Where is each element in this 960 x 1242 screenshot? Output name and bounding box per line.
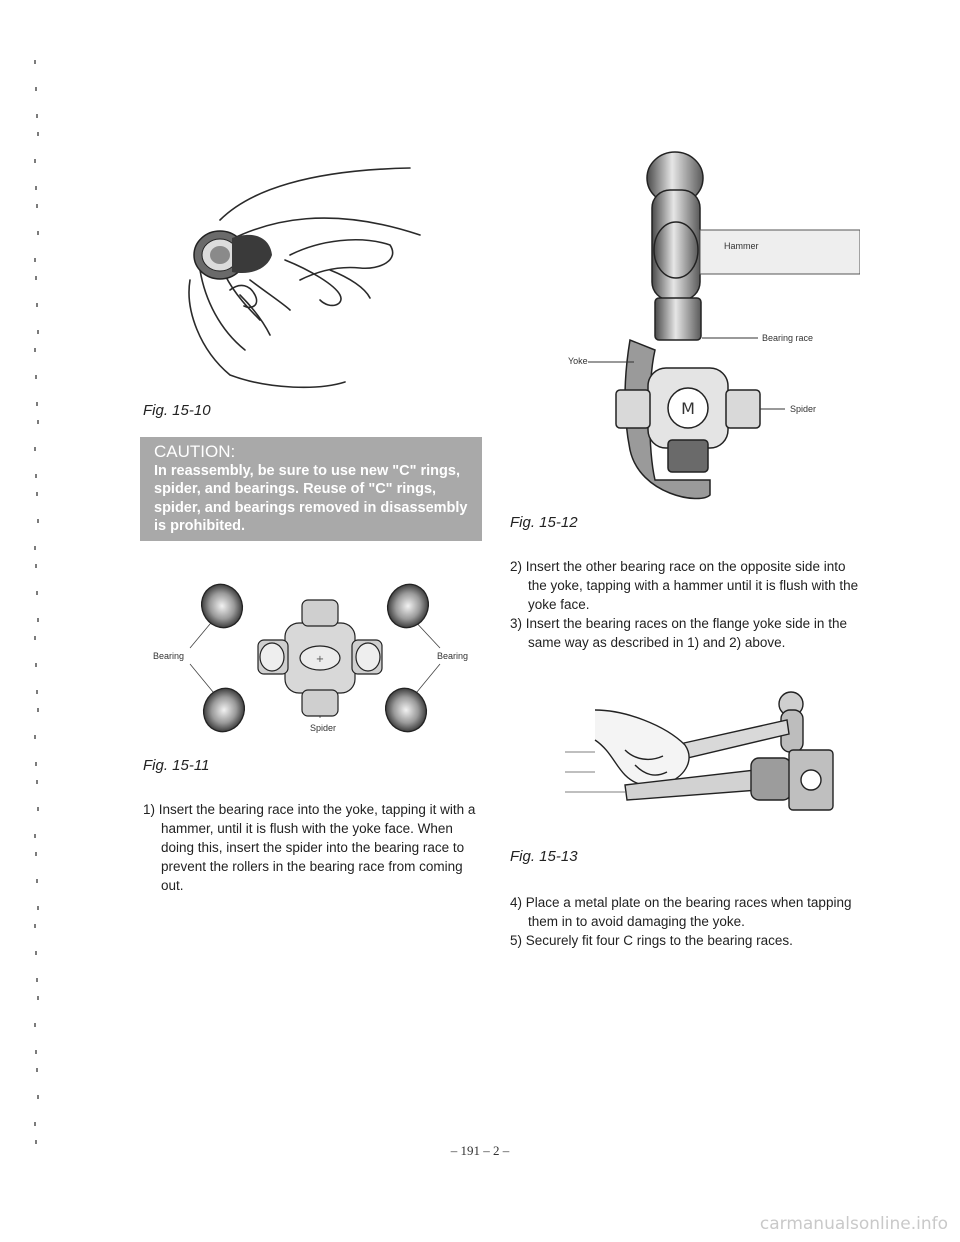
margin-tick xyxy=(37,618,39,622)
step-3: 3) Insert the bearing races on the flange yoke side in the same way as described in 1) and 2) above. xyxy=(510,616,847,650)
step-4: 4) Place a metal plate on the bearing races when tapping them in to avoid damaging the yoke. xyxy=(510,895,852,929)
margin-tick xyxy=(35,663,37,667)
spider-mark: M xyxy=(681,399,695,418)
margin-tick xyxy=(36,303,38,307)
margin-tick xyxy=(34,834,36,838)
margin-tick xyxy=(37,807,39,811)
margin-tick xyxy=(34,348,36,352)
margin-tick xyxy=(34,1023,36,1027)
margin-tick xyxy=(36,1068,38,1072)
caution-box xyxy=(140,437,482,541)
steps-right-top xyxy=(510,557,860,652)
caution-line-1: In reassembly, be sure to use new "C" rings, xyxy=(154,462,460,479)
margin-tick xyxy=(34,159,36,163)
fig-15-11-label-spider: Spider xyxy=(310,723,337,733)
fig-15-13-illustration xyxy=(555,690,855,820)
fig-15-12-label-yoke: Yoke xyxy=(568,356,588,366)
margin-tick xyxy=(35,951,37,955)
margin-tick xyxy=(34,636,36,640)
fig-15-12-label-hammer: Hammer xyxy=(724,241,759,251)
margin-tick xyxy=(34,735,36,739)
caution-heading: CAUTION: xyxy=(154,442,236,461)
margin-tick xyxy=(36,114,38,118)
margin-tick xyxy=(37,1095,39,1099)
margin-tick xyxy=(37,330,39,334)
margin-tick xyxy=(35,474,37,478)
margin-tick xyxy=(36,978,38,982)
margin-tick xyxy=(34,447,36,451)
margin-tick xyxy=(36,402,38,406)
margin-tick xyxy=(34,924,36,928)
margin-tick xyxy=(34,258,36,262)
fig-15-12-label-bearing-race: Bearing race xyxy=(762,333,814,343)
margin-tick xyxy=(36,492,38,496)
caution-line-4: is prohibited. xyxy=(154,518,246,534)
step-5: 5) Securely fit four C rings to the bearing races. xyxy=(510,933,793,948)
fig-15-12-label-spider: Spider xyxy=(790,404,817,414)
margin-tick xyxy=(37,906,39,910)
margin-tick xyxy=(35,375,37,379)
caution-line-2: spider, and bearings. Reuse of "C" rings, xyxy=(154,481,437,497)
margin-tick xyxy=(37,996,39,1000)
step-1: 1) Insert the bearing race into the yoke, tapping it with a hammer, until it is flush with the yoke face. When doing this, insert the spider into the bearing race to prevent the rollers in the bearing race from coming out. xyxy=(143,802,476,893)
margin-tick xyxy=(36,591,38,595)
margin-tick xyxy=(36,879,38,883)
site-watermark: carmanualsonline.info xyxy=(759,1214,948,1234)
margin-tick xyxy=(34,546,36,550)
steps-right-bottom xyxy=(510,893,870,950)
margin-tick xyxy=(37,519,39,523)
margin-tick xyxy=(35,1050,37,1054)
binding-margin-marks xyxy=(30,60,44,1190)
margin-tick xyxy=(37,708,39,712)
step-2: 2) Insert the other bearing race on the opposite side into the yoke, tapping with a hammer until it is flush with the yoke face. xyxy=(510,559,859,612)
page-number: – 191 – 2 – xyxy=(450,1143,510,1158)
caution-line-3: spider, and bearings removed in disassembly xyxy=(154,499,468,516)
fig-15-12-illustration xyxy=(560,150,860,515)
fig-15-11-label-bearing-left: Bearing xyxy=(153,651,185,661)
margin-tick xyxy=(36,690,38,694)
margin-tick xyxy=(37,231,39,235)
svg-text:+: + xyxy=(315,654,325,665)
margin-tick xyxy=(34,1122,36,1126)
margin-tick xyxy=(35,564,37,568)
fig-15-12-caption: Fig. 15-12 xyxy=(510,514,578,531)
fig-15-13-caption: Fig. 15-13 xyxy=(510,848,578,865)
steps-left xyxy=(143,800,478,895)
margin-tick xyxy=(35,762,37,766)
margin-tick xyxy=(36,204,38,208)
margin-tick xyxy=(35,276,37,280)
margin-tick xyxy=(37,420,39,424)
margin-tick xyxy=(35,852,37,856)
margin-tick xyxy=(34,60,36,64)
fig-15-11-label-bearing-right: Bearing xyxy=(437,651,469,661)
fig-15-10-caption: Fig. 15-10 xyxy=(143,402,211,419)
margin-tick xyxy=(37,132,39,136)
fig-15-10-illustration xyxy=(160,160,440,395)
margin-tick xyxy=(36,780,38,784)
margin-tick xyxy=(35,186,37,190)
fig-15-11-caption: Fig. 15-11 xyxy=(143,757,210,774)
margin-tick xyxy=(35,87,37,91)
